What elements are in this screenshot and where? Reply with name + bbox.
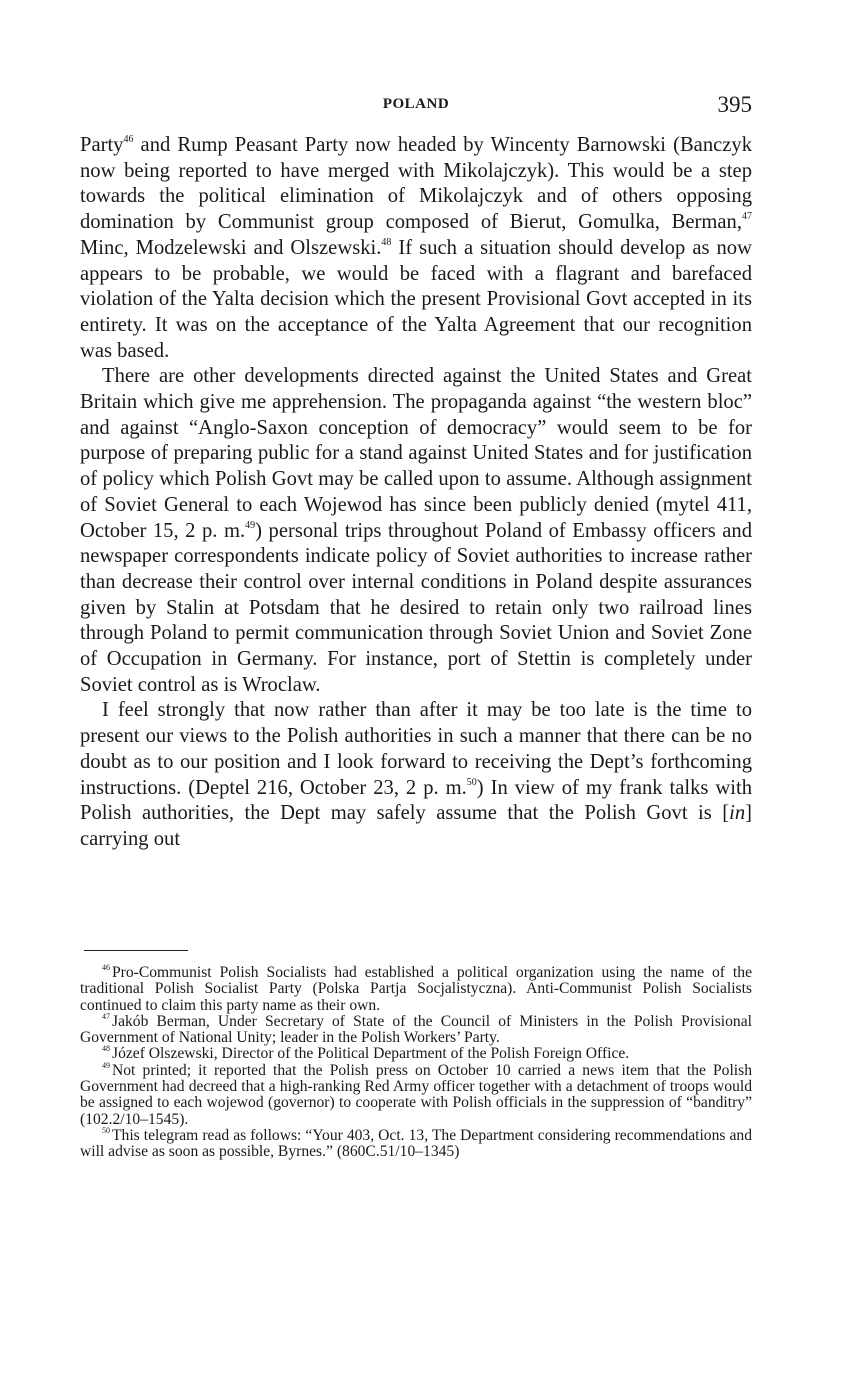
running-title: POLAND — [382, 96, 450, 112]
footnote-text: Pro-Communist Polish Socialists had established a political organization using the name of the traditional Polish Socialist Party (Polska Partja Socjalistyczna). Anti-Communist Polish Socialists continued to claim this party name as their own. — [80, 964, 752, 1014]
text-run: If such a situation should develop as now appears to be probable, we would be faced with a flagrant and barefaced violation of the Yalta decision which the present Provisional Govt accepted in its entirety. It was on the acceptance of the Yalta Agreement that our recognition was based. — [80, 236, 752, 362]
footnote-divider — [84, 950, 188, 951]
paragraph — [80, 364, 752, 698]
footnote-text: Jakób Berman, Under Secretary of State of the Council of Ministers in the Polish Provisional Government of National Unity; leader in the Polish Workers’ Party. — [80, 1012, 752, 1047]
paragraph — [80, 133, 752, 364]
footnote-text: Not printed; it reported that the Polish press on October 10 carried a news item that the Polish Government had decreed that a high-ranking Red Army officer together with a detachment of troops would be assigned to each wojewod (governor) to cooperate with Polish officials in the suppression of “banditry” (102.2/10–1545). — [80, 1061, 752, 1128]
footnote-number: 49 — [102, 1060, 110, 1070]
footnote-text: This telegram read as follows: “Your 403, Oct. 13, The Department considering recommendations and will advise as soon as possible, Byrnes.” (860C.51/10–1345) — [80, 1126, 752, 1161]
text-run: There are other developments directed against the United States and Great Britain which give me apprehension. The propaganda against “the western bloc” and against “Anglo-Saxon conception of democracy” would seem to be for purpose of preparing public for a stand against United States and for justification of policy which Polish Govt may be called upon to assume. Although assignment of Soviet General to each Wojewod has since been publicly denied (mytel 411, October 15, 2 p. m. — [80, 365, 752, 542]
footnote-ref: 49 — [245, 519, 256, 531]
footnote-number: 50 — [102, 1125, 110, 1135]
footnote-ref: 48 — [381, 236, 392, 248]
text-run: ) personal trips throughout Poland of Embassy officers and newspaper correspondents indicate policy of Soviet authorities to increase rather than decrease their control over internal conditions in Poland despite assurances given by Stalin at Potsdam that he desired to retain only two railroad lines through Poland to permit communication through Soviet Union and Soviet Zone of Occupation in Germany. For instance, port of Stettin is completely under Soviet control as is Wroclaw. — [80, 519, 752, 696]
text-run: and Rump Peasant Party now headed by Wincenty Barnowski (Banczyk now being reported to have merged with Mikolajczyk). This would be a step towards the political elimination of Mikolajczyk and of others opposing domination by Communist group composed of Bierut, Gomulka, Berman, — [80, 134, 752, 234]
footnote-number: 46 — [102, 962, 110, 972]
footnote — [80, 962, 752, 1014]
paragraph — [80, 698, 752, 852]
running-head — [80, 92, 752, 122]
text-run: I feel strongly that now rather than after it may be too late is the time to present our views to the Polish authorities in such a manner that there can be no doubt as to our position and I look forward to receiving the Dept’s forthcoming instructions. (Deptel 216, October 23, 2 p. m. — [80, 699, 752, 799]
editorial-insertion: in — [729, 802, 746, 825]
footnote — [80, 1011, 752, 1047]
footnote-number: 48 — [102, 1044, 110, 1054]
text-run: Minc, Modzelewski and Olszewski. — [80, 236, 382, 259]
footnotes — [80, 962, 752, 1161]
main-text — [80, 133, 752, 853]
footnote — [80, 1046, 752, 1062]
footnote-ref: 47 — [742, 211, 752, 223]
footnote-text: Józef Olszewski, Director of the Political Department of the Polish Foreign Office. — [112, 1045, 630, 1063]
page-number: 395 — [717, 92, 752, 117]
text-run: Party — [80, 134, 124, 156]
footnote — [80, 1060, 752, 1128]
text-run: ] carrying out — [80, 802, 752, 850]
footnote — [80, 1125, 752, 1161]
footnote-ref: 46 — [123, 134, 134, 146]
footnote-ref: 50 — [466, 776, 477, 788]
text-run: ) In view of my frank talks with Polish authorities, the Dept may safely assume that the Polish Govt is [ — [80, 776, 753, 825]
footnote-number: 47 — [102, 1011, 110, 1021]
